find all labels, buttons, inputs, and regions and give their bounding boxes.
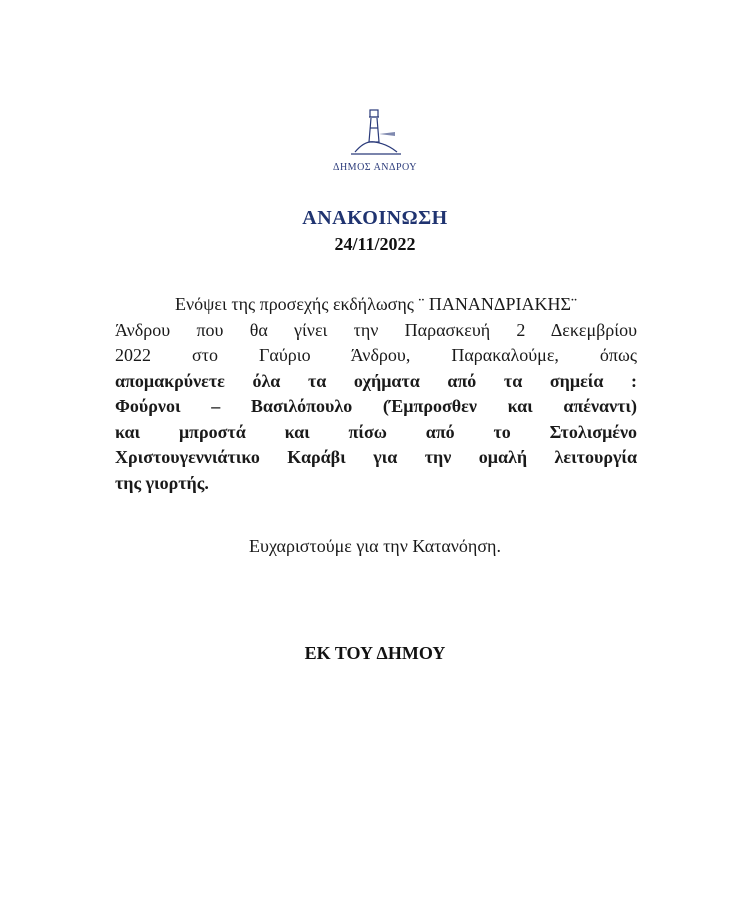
body-line-5: Φούρνοι – Βασιλόπουλο (Έμπροσθεν και απέναντι) xyxy=(115,396,637,416)
lighthouse-icon xyxy=(335,102,415,162)
body-line-1: Ενόψει της προσεχής εκδήλωσης ¨ ΠΑΝΑΝΔΡΙΑΚΗΣ¨ xyxy=(175,294,577,314)
body-line-4: απομακρύνετε όλα τα οχήματα από τα σημεία : xyxy=(115,370,637,391)
thanks-text: Ευχαριστούμε για την Κατανόηση. xyxy=(249,536,501,556)
announcement-title: ΑΝΑΚΟΙΝΩΣΗ xyxy=(302,207,448,229)
signature: ΕΚ ΤΟΥ ΔΗΜΟΥ xyxy=(304,643,446,663)
municipality-logo xyxy=(310,102,440,182)
logo-text: ΔΗΜΟΣ ΑΝΔΡΟΥ xyxy=(333,162,417,173)
announcement-date: 24/11/2022 xyxy=(334,234,416,254)
body-line-6: και μπροστά και πίσω από το Στολισμένο xyxy=(115,421,637,442)
body-line-8: της γιορτής. xyxy=(115,472,209,493)
announcement-body xyxy=(115,292,637,496)
body-line-2: Άνδρου που θα γίνει την Παρασκευή 2 Δεκεμβρίου xyxy=(115,319,637,340)
body-line-7: Χριστουγεννιάτικο Καράβι για την ομαλή λειτουργία xyxy=(115,447,637,467)
body-line-3: 2022 στο Γαύριο Άνδρου, Παρακαλούμε, όπως xyxy=(115,345,637,365)
